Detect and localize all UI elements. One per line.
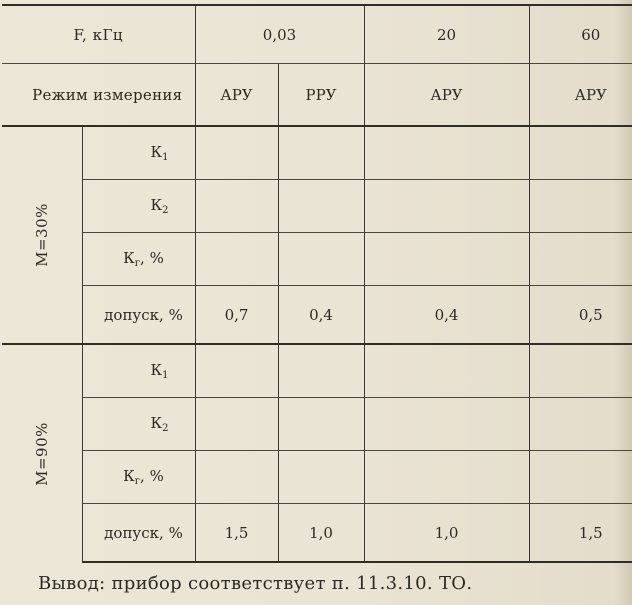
table-cell	[529, 344, 632, 398]
table-cell	[364, 126, 529, 180]
table-cell	[529, 451, 632, 504]
tolerance-value: 1,0	[278, 504, 364, 563]
table-row	[2, 398, 632, 451]
table-cell	[278, 126, 364, 180]
table-cell	[195, 126, 278, 180]
table-cell	[195, 233, 278, 286]
table-cell	[364, 451, 529, 504]
table-cell	[195, 344, 278, 398]
measurement-table	[2, 4, 632, 563]
tolerance-value: 1,5	[529, 504, 632, 563]
frequency-label: F, кГц	[2, 5, 195, 64]
param-kg: $К_г$, %	[82, 451, 195, 504]
section-label-cell	[2, 344, 82, 562]
tolerance-row	[2, 504, 632, 563]
frequency-value: 0,03	[195, 5, 364, 64]
param-k1: $К_1$	[82, 126, 195, 180]
tolerance-value: 0,7	[195, 286, 278, 345]
mode-value: АРУ	[195, 64, 278, 127]
frequency-value: 20	[364, 5, 529, 64]
table-cell	[195, 180, 278, 233]
mode-value: АРУ	[529, 64, 632, 127]
table-cell	[364, 398, 529, 451]
tolerance-value: 0,4	[364, 286, 529, 345]
table-row	[2, 344, 632, 398]
tolerance-label: допуск, %	[82, 504, 195, 563]
table-cell	[278, 344, 364, 398]
tolerance-label: допуск, %	[82, 286, 195, 345]
section-label-cell	[2, 126, 82, 344]
tolerance-value: 1,5	[195, 504, 278, 563]
mode-value: РРУ	[278, 64, 364, 127]
table-cell	[529, 126, 632, 180]
frequency-row	[2, 5, 632, 64]
tolerance-value: 0,4	[278, 286, 364, 345]
frequency-value: 60	[529, 5, 632, 64]
tolerance-value: 0,5	[529, 286, 632, 345]
mode-value: АРУ	[364, 64, 529, 127]
table-cell	[278, 180, 364, 233]
section-label: М=90%	[32, 421, 51, 486]
table-row	[2, 180, 632, 233]
tolerance-row	[2, 286, 632, 345]
table-cell	[529, 233, 632, 286]
table-cell	[529, 398, 632, 451]
table-cell	[364, 180, 529, 233]
conclusion-text: Вывод: прибор соответствует п. 11.3.10. ТО.	[38, 573, 473, 594]
mode-row	[2, 64, 632, 127]
table-cell	[195, 398, 278, 451]
param-k2: $К_2$	[82, 180, 195, 233]
table-cell	[195, 451, 278, 504]
table-row	[2, 233, 632, 286]
table-cell	[529, 180, 632, 233]
table-row	[2, 126, 632, 180]
table-cell	[278, 233, 364, 286]
mode-label: Режим измерения	[2, 64, 195, 127]
table-cell	[278, 451, 364, 504]
table-cell	[364, 233, 529, 286]
table-row	[2, 451, 632, 504]
param-kg: $К_г$, %	[82, 233, 195, 286]
param-k2: $К_2$	[82, 398, 195, 451]
section-label: М=30%	[32, 203, 51, 267]
tolerance-value: 1,0	[364, 504, 529, 563]
param-k1: $К_1$	[82, 344, 195, 398]
table-cell	[364, 344, 529, 398]
table-cell	[278, 398, 364, 451]
